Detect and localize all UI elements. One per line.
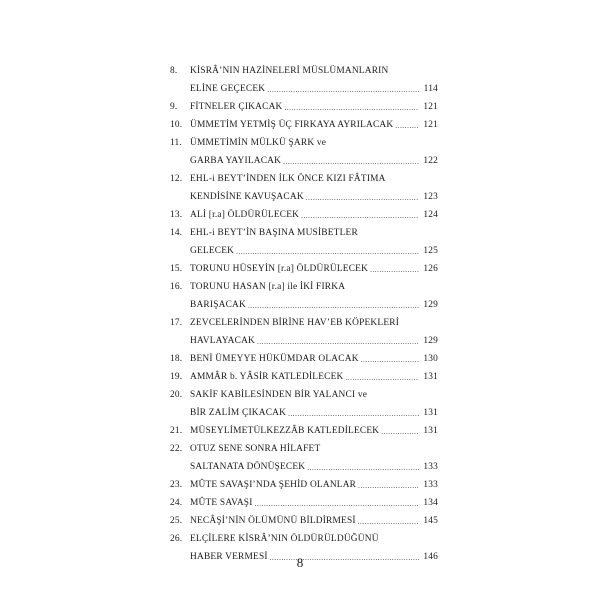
toc-entry [170,310,438,346]
toc-line [170,490,438,508]
toc-entry-title: KENDİSİNE KAVUŞACAK [190,192,304,202]
toc-line [170,436,438,454]
toc-entry-page: 134 [423,498,438,508]
toc-entry [170,202,438,220]
toc-entry-page: 133 [423,480,438,490]
toc-entry-title: HABER VERMESİ [190,552,268,562]
toc-entry [170,112,438,130]
toc-leader-dots [283,154,419,164]
toc-entry-title: ÜMMETİM YETMİŞ ÜÇ FIRKAYA AYRILACAK [190,120,394,130]
toc-line [170,202,438,220]
toc-entry-title: ELİNE GEÇECEK [190,84,266,94]
page-number: 8 [296,555,304,570]
toc-entry [170,220,438,256]
toc-entry-number: 20. [170,390,183,400]
toc-entry-title: GELECEK [190,246,235,256]
toc-entry-title: SALTANATA DÖNÜŞECEK [190,462,306,472]
toc-line [170,76,438,94]
toc-entry-number: 22. [170,444,183,454]
toc-leader-dots [381,424,419,434]
toc-entry [170,166,438,202]
toc-entry-number: 16. [170,282,183,292]
toc-entry [170,418,438,436]
toc-entry-title: ÜMMETİMİN MÜLKÜ ŞARK ve [190,138,327,148]
toc-entry-title: MÜSEYLİMETÜLKEZZÂB KATLEDİLECEK [190,426,380,436]
toc-entry-number: 9. [170,102,178,112]
toc-entry-number: 15. [170,264,183,274]
toc-line [170,58,438,76]
toc-entry [170,472,438,490]
toc-entry-title: GARBA YAYILACAK [190,156,282,166]
toc-entry [170,508,438,526]
toc-line [170,94,438,112]
toc-entry-page: 121 [423,120,438,130]
toc-entry-number: 19. [170,372,183,382]
toc-entry-page: 121 [423,102,438,112]
toc-entry [170,256,438,274]
toc-entry-number: 17. [170,318,183,328]
toc-entry-number: 14. [170,228,183,238]
toc-leader-dots [307,460,419,470]
toc-entry-number: 18. [170,354,183,364]
toc-line [170,310,438,328]
toc-entry-number: 24. [170,498,183,508]
toc-leader-dots [248,298,419,308]
toc-leader-dots [257,334,419,344]
toc-line [170,382,438,400]
toc-line [170,526,438,544]
toc-leader-dots [267,82,419,92]
toc-line [170,238,438,256]
toc-leader-dots [255,496,419,506]
toc-line [170,166,438,184]
toc-entry-title: ELÇİLERE KİSRÂ’NIN ÖLDÜRÜLDÜĞÜNÜ [190,534,379,544]
toc-entry-number: 12. [170,174,183,184]
toc-entry [170,130,438,166]
toc-line [170,256,438,274]
toc-entry-title: HAVLAYACAK [190,336,256,346]
toc-line [170,274,438,292]
toc-entry-page: 145 [423,516,438,526]
toc-entry-title: MÛTE SAVAŞI’NDA ŞEHİD OLANLAR [190,480,357,490]
toc-entry-number: 25. [170,516,183,526]
toc-entry-page: 146 [423,552,438,562]
toc-entry-page: 131 [423,408,438,418]
toc-leader-dots [301,208,419,218]
toc-entry-page: 133 [423,462,438,472]
toc-entry-title: BENİ ÜMEYYE HÜKÜMDAR OLACAK [190,354,359,364]
toc-entry-number: 23. [170,480,183,490]
toc-entry [170,490,438,508]
toc-line [170,346,438,364]
toc-entry-number: 8. [170,66,178,76]
toc-line [170,148,438,166]
toc-line [170,130,438,148]
toc-entry-number: 21. [170,426,183,436]
toc-entry-title: ALİ [r.a] ÖLDÜRÜLECEK [190,210,300,220]
toc-entry-title: BARIŞACAK [190,300,246,310]
toc-entry-title: BİR ZALİM ÇIKACAK [190,408,287,418]
toc-line [170,418,438,436]
toc-leader-dots [361,352,419,362]
toc-leader-dots [345,370,419,380]
table-of-contents [170,58,438,562]
toc-entry-page: 122 [423,156,438,166]
toc-leader-dots [288,406,419,416]
toc-entry-title: ZEVCELERİNDEN BİRİNE HAV’EB KÖPEKLERİ [190,318,400,328]
toc-line [170,364,438,382]
toc-leader-dots [395,118,419,128]
toc-line [170,454,438,472]
toc-entry-page: 125 [423,246,438,256]
toc-entry [170,274,438,310]
toc-line [170,472,438,490]
toc-entry-page: 131 [423,372,438,382]
toc-entry [170,364,438,382]
toc-entry-title: NECÂŞİ’NİN ÖLÜMÜNÜ BİLDİRMESİ [190,516,356,526]
toc-line [170,112,438,130]
toc-entry-page: 126 [423,264,438,274]
toc-entry-title: KİSRÂ’NIN HAZİNELERİ MÜSLÜMANLARIN [190,66,389,76]
toc-entry-title: TORUNU HÜSEYİN [r.a] ÖLDÜRÜLECEK [190,264,369,274]
toc-entry-title: EHL-i BEYT’İN BAŞINA MUSİBETLER [190,228,358,238]
toc-entry-page: 123 [423,192,438,202]
toc-line [170,508,438,526]
toc-entry-title: MÛTE SAVAŞI [190,498,253,508]
toc-entry-page: 129 [423,336,438,346]
toc-leader-dots [358,478,419,488]
toc-leader-dots [306,190,419,200]
toc-line [170,292,438,310]
toc-entry-title: TORUNU HASAN [r.a] ile İKİ FIRKA [190,282,346,292]
toc-leader-dots [236,244,419,254]
toc-entry-number: 11. [170,138,182,148]
toc-line [170,184,438,202]
toc-entry-title: EHL-i BEYT’İNDEN İLK ÖNCE KIZI FÂTIMA [190,174,386,184]
toc-entry-title: SAKİF KABİLESİNDEN BİR YALANCI ve [190,390,368,400]
toc-entry-page: 130 [423,354,438,364]
toc-entry-number: 26. [170,534,183,544]
toc-entry-page: 124 [423,210,438,220]
toc-line [170,400,438,418]
toc-entry-number: 13. [170,210,183,220]
toc-entry-title: AMMÂR b. YÂSİR KATLEDİLECEK [190,372,344,382]
toc-line [170,328,438,346]
toc-entry [170,58,438,94]
toc-entry-title: FİTNELER ÇIKACAK [190,102,283,112]
toc-leader-dots [358,514,419,524]
toc-leader-dots [285,100,419,110]
toc-leader-dots [370,262,419,272]
toc-entry-page: 131 [423,426,438,436]
toc-entry-number: 10. [170,120,183,130]
toc-entry-page: 114 [423,84,438,94]
toc-entry [170,94,438,112]
toc-entry [170,346,438,364]
toc-entry [170,382,438,418]
toc-entry-page: 129 [423,300,438,310]
toc-entry-title: OTUZ SENE SONRA HİLAFET [190,444,321,454]
toc-entry [170,436,438,472]
toc-line [170,220,438,238]
